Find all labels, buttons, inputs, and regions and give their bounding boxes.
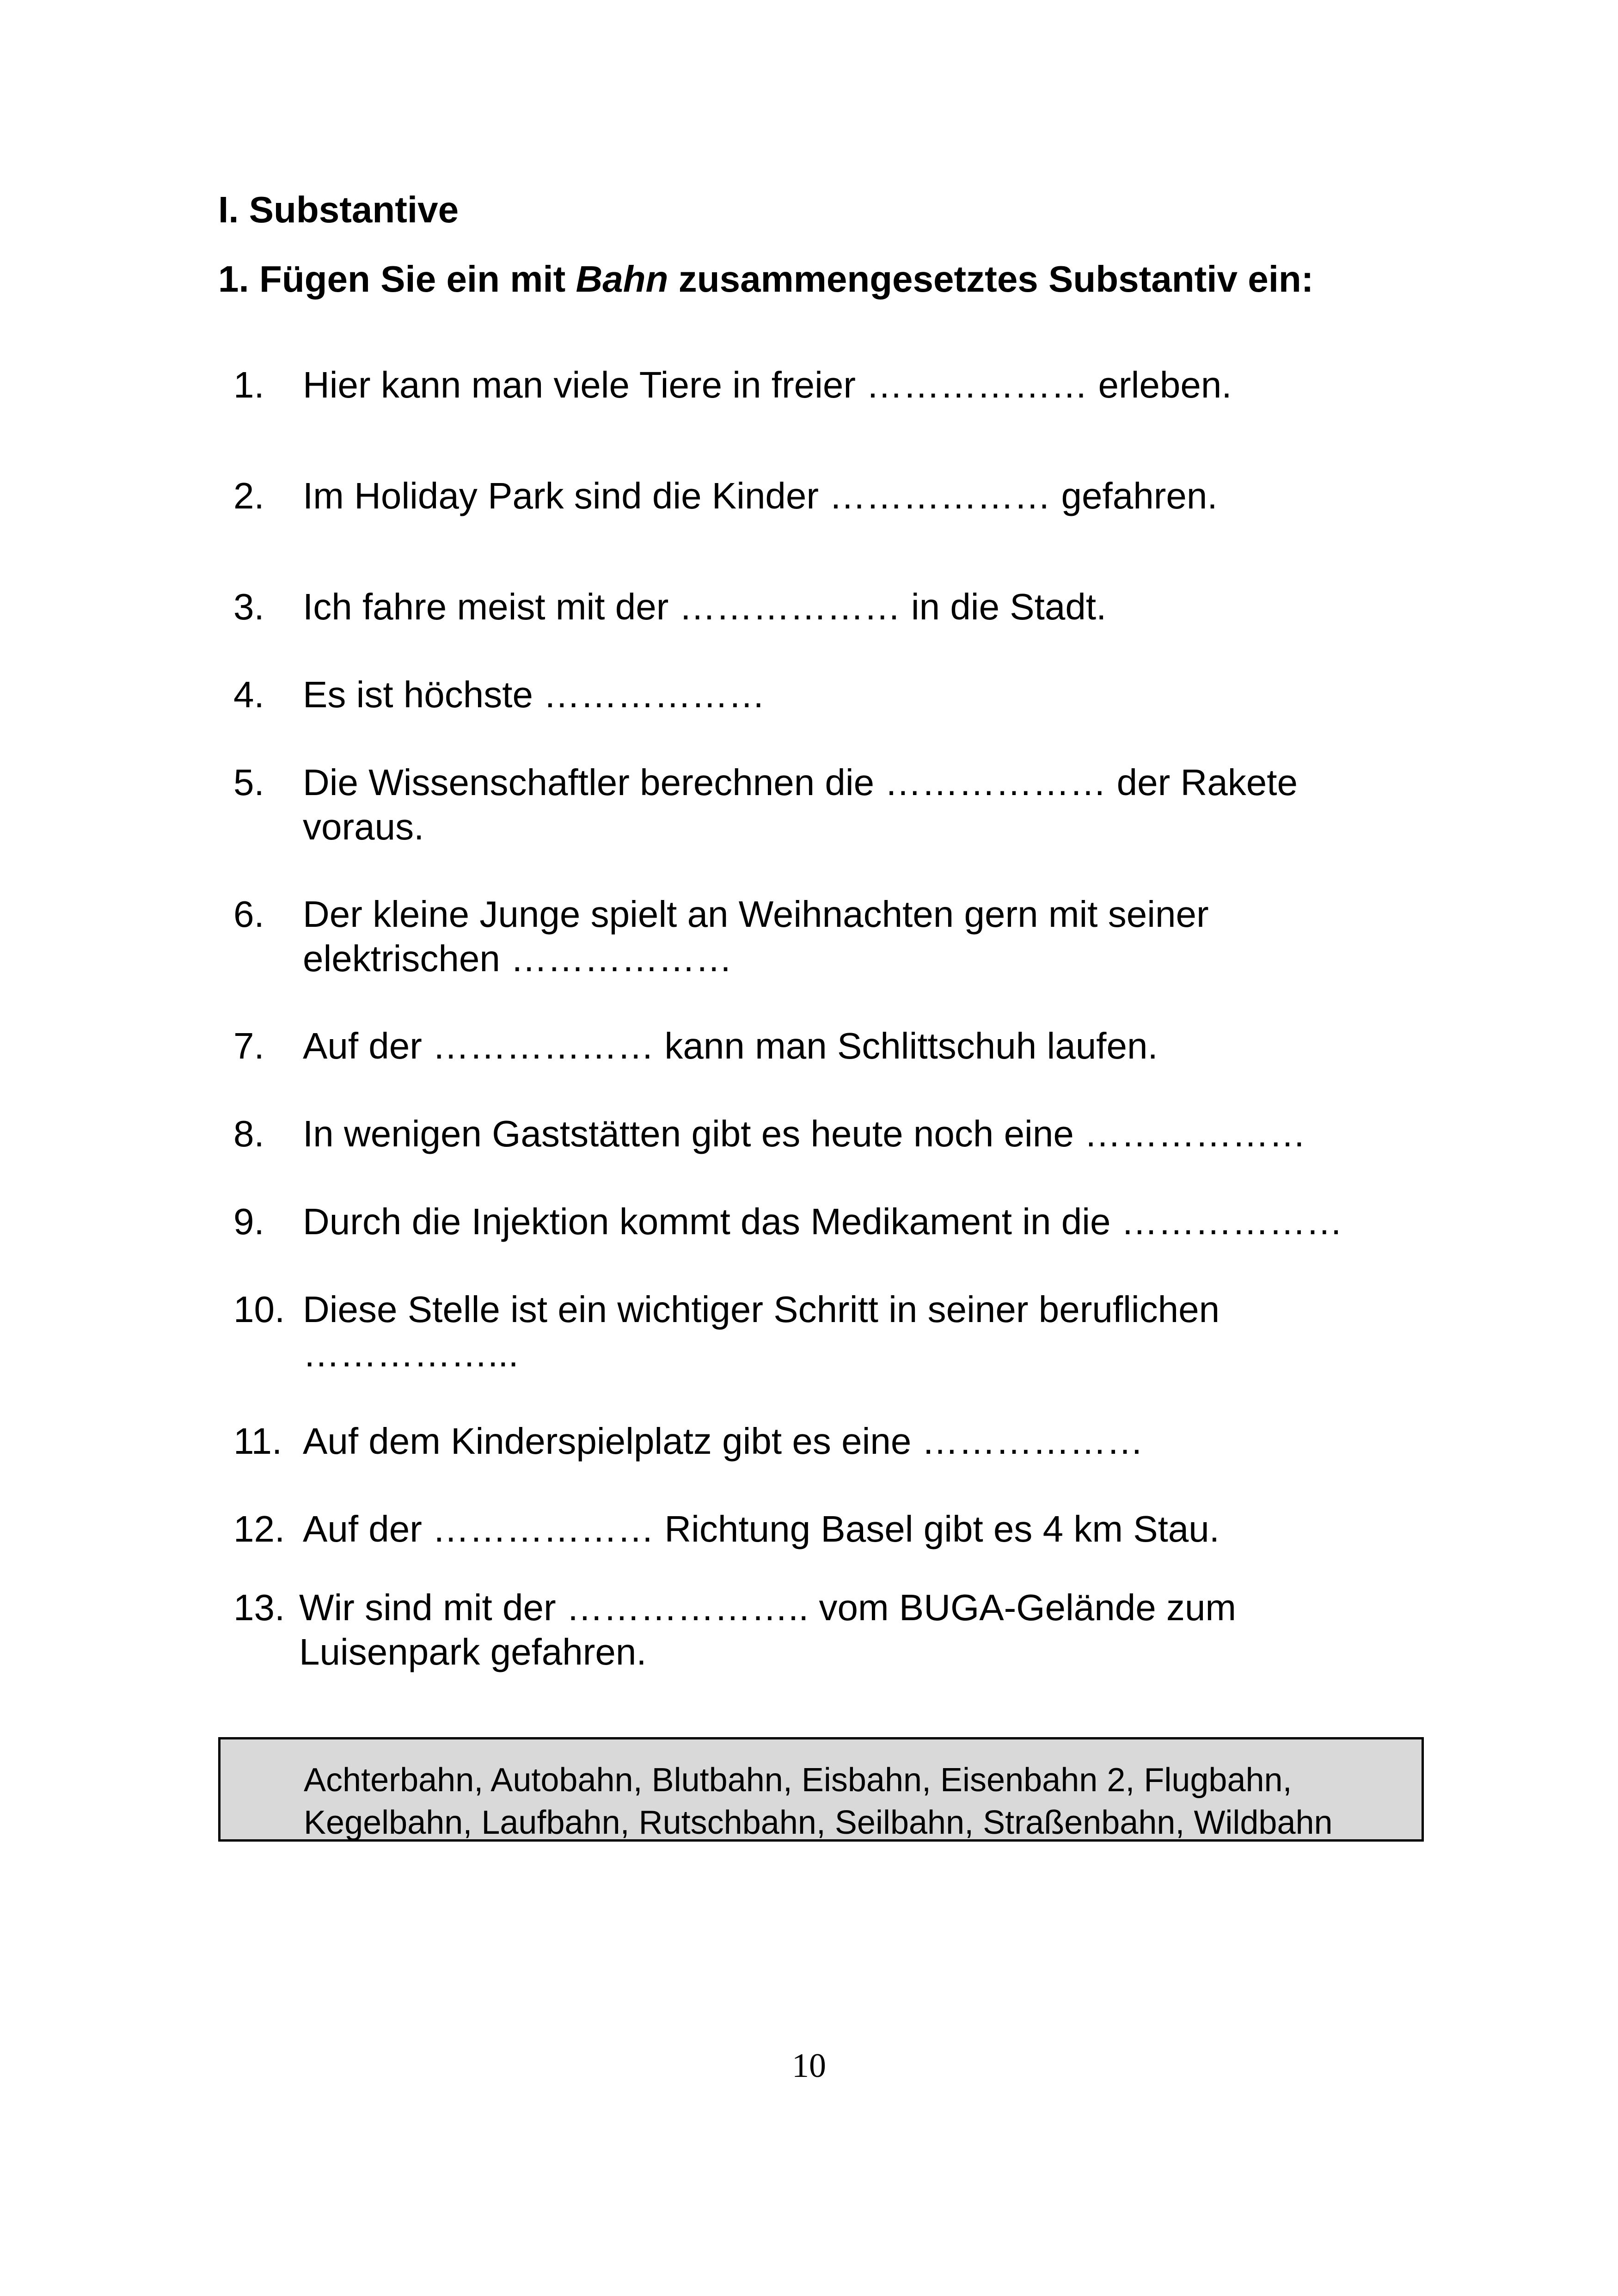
item-sentence: Die Wissenschaftler berechnen die ……………… der Rakete voraus. xyxy=(303,762,1298,847)
exercise-item-6 xyxy=(233,892,1412,981)
item-number: 13. xyxy=(233,1587,285,1628)
item-sentence: Wir sind mit der ……………….. vom BUGA-Gelände zum Luisenpark gefahren. xyxy=(299,1587,1237,1672)
item-number: 6. xyxy=(233,894,264,935)
item-number: 8. xyxy=(233,1113,264,1154)
page-number: 10 xyxy=(792,2047,826,2085)
item-number: 2. xyxy=(233,475,264,516)
item-sentence: Auf der ……………… Richtung Basel gibt es 4 km Stau. xyxy=(303,1508,1220,1549)
item-sentence: Ich fahre meist mit der ……………… in die Stadt. xyxy=(303,586,1107,627)
exercise-item-1 xyxy=(233,363,1412,407)
exercise-item-11 xyxy=(233,1419,1412,1463)
exercise-heading-keyword: Bahn xyxy=(576,258,668,300)
item-number: 12. xyxy=(233,1508,285,1549)
item-sentence: Hier kann man viele Tiere in freier ……………… erleben. xyxy=(303,364,1232,405)
exercise-item-2 xyxy=(233,474,1412,518)
item-sentence: Durch die Injektion kommt das Medikament in die ……………… xyxy=(303,1201,1343,1242)
item-sentence: Der kleine Junge spielt an Weihnachten gern mit seiner elektrischen ……………… xyxy=(303,894,1209,979)
exercise-item-5 xyxy=(233,760,1412,849)
item-sentence: Auf der ……………… kann man Schlittschuh laufen. xyxy=(303,1025,1158,1066)
word-box xyxy=(218,1737,1424,1842)
item-sentence: Auf dem Kinderspielplatz gibt es eine ……………… xyxy=(303,1420,1144,1462)
exercise-heading-start: 1. Fügen Sie ein mit xyxy=(218,258,576,300)
item-number: 7. xyxy=(233,1025,264,1066)
item-number: 10. xyxy=(233,1289,285,1330)
exercise-item-3 xyxy=(233,585,1412,629)
item-sentence: Es ist höchste ……………… xyxy=(303,674,766,715)
item-sentence: In wenigen Gaststätten gibt es heute noch eine ……………… xyxy=(303,1113,1306,1154)
exercise-item-8 xyxy=(233,1112,1412,1156)
item-sentence: Im Holiday Park sind die Kinder ……………… gefahren. xyxy=(303,475,1218,516)
exercise-heading xyxy=(218,256,1313,302)
exercise-item-7 xyxy=(233,1024,1412,1068)
exercise-item-13 xyxy=(233,1586,1412,1674)
section-title: I. Substantive xyxy=(218,189,459,230)
item-sentence: Diese Stelle ist ein wichtiger Schritt in seiner beruflichen ……………... xyxy=(303,1289,1220,1374)
exercise-item-4 xyxy=(233,673,1412,717)
item-number: 4. xyxy=(233,674,264,715)
exercise-heading-end: zusammengesetztes Substantiv ein: xyxy=(668,258,1314,300)
exercise-item-10 xyxy=(233,1287,1412,1376)
item-number: 11. xyxy=(233,1420,282,1462)
exercise-item-9 xyxy=(233,1200,1412,1244)
item-number: 9. xyxy=(233,1201,264,1242)
exercise-item-12 xyxy=(233,1507,1412,1551)
item-number: 3. xyxy=(233,586,264,627)
item-number: 5. xyxy=(233,762,264,803)
item-number: 1. xyxy=(233,364,264,405)
word-box-list: Achterbahn, Autobahn, Blutbahn, Eisbahn, Eisenbahn 2, Flugbahn, Kegelbahn, Laufbahn, Rutschbahn, Seilbahn, Straßenbahn, Wildbahn xyxy=(304,1762,1333,1841)
